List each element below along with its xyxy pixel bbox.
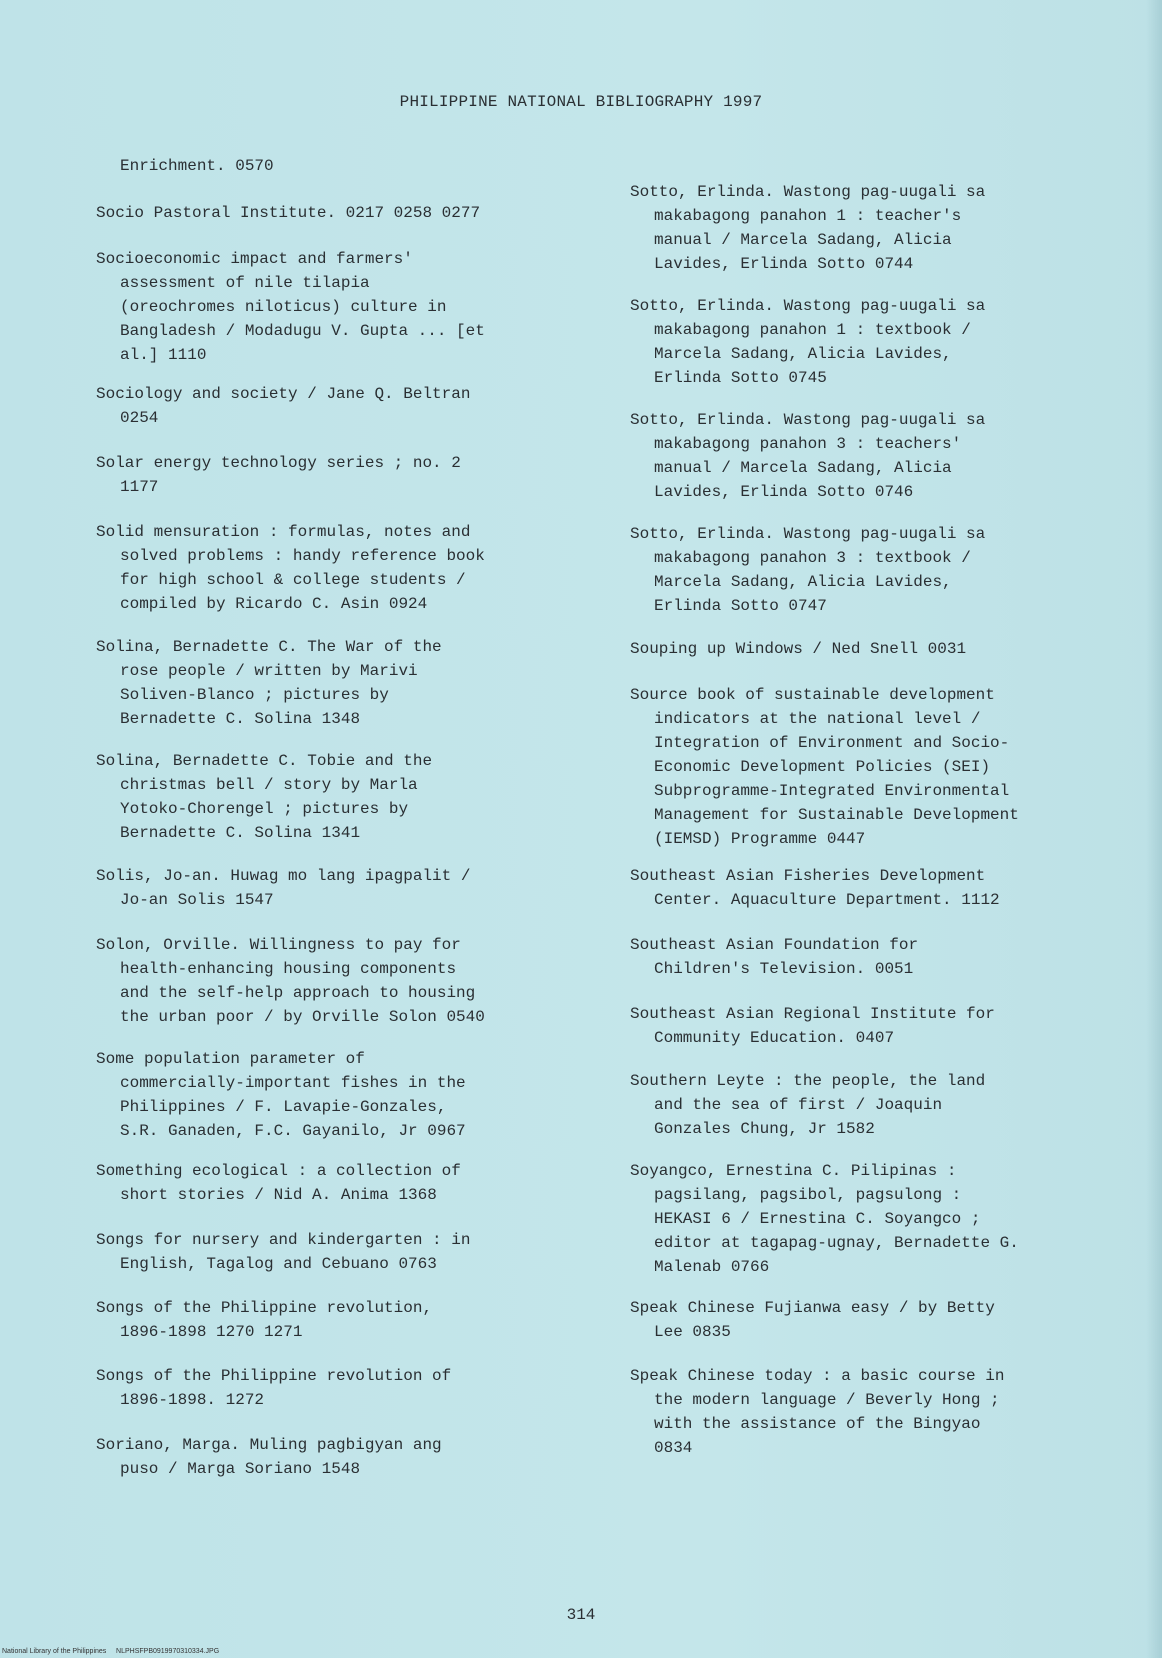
list-item: Southeast Asian Regional Institute for Community Education. 0407 bbox=[630, 1005, 995, 1047]
list-item: Sotto, Erlinda. Wastong pag-uugali sa makabagong panahon 1 : teacher's manual / Marcela Sadang, Alicia Lavides, Erlinda Sotto 0744 bbox=[630, 183, 986, 273]
list-item: Solina, Bernadette C. The War of the rose people / written by Marivi Soliven-Blanco ; pictures by Bernadette C. Solina 1348 bbox=[96, 638, 442, 728]
list-item: Soriano, Marga. Muling pagbigyan ang puso / Marga Soriano 1548 bbox=[96, 1436, 442, 1478]
page-number: 314 bbox=[566, 1606, 596, 1624]
footer-library: National Library of the Philippines bbox=[2, 1648, 107, 1655]
list-item: Solid mensuration : formulas, notes and solved problems : handy reference book for high school & college students / compiled by Ricardo C. Asin 0924 bbox=[96, 523, 485, 613]
page-edge-shadow bbox=[1146, 0, 1162, 1658]
list-item: Solina, Bernadette C. Tobie and the christmas bell / story by Marla Yotoko-Chorengel ; pictures by Bernadette C. Solina 1341 bbox=[96, 752, 433, 842]
list-item: Solar energy technology series ; no. 2 1177 bbox=[96, 454, 461, 496]
list-item: Socio Pastoral Institute. 0217 0258 0277 bbox=[96, 204, 481, 222]
list-item: Solon, Orville. Willingness to pay for health-enhancing housing components and the self-help approach to housing the urban poor / by Orville Solon 0540 bbox=[96, 936, 485, 1026]
list-item: Soyangco, Ernestina C. Pilipinas : pagsilang, pagsibol, pagsulong : HEKASI 6 / Ernestina C. Soyangco ; editor at tagapag-ugnay, Bernadette G. Malenab 0766 bbox=[630, 1162, 1019, 1276]
list-item: Source book of sustainable development indicators at the national level / Integration of Environment and Socio- Economic Development Policies (SEI) Subprogramme-Integrated Environmental Management for Sustainable Development (IEMSD) Programme 0447 bbox=[630, 686, 1019, 848]
list-item: Enrichment. 0570 bbox=[120, 157, 274, 175]
list-item: Speak Chinese today : a basic course in the modern language / Beverly Hong ; with the assistance of the Bingyao 0834 bbox=[630, 1367, 1005, 1457]
list-item: Sociology and society / Jane Q. Beltran 0254 bbox=[96, 385, 471, 427]
list-item: Speak Chinese Fujianwa easy / by Betty Lee 0835 bbox=[630, 1299, 995, 1341]
list-item: Socioeconomic impact and farmers' assessment of nile tilapia (oreochromes niloticus) culture in Bangladesh / Modadugu V. Gupta ... [et al.] 1110 bbox=[96, 250, 485, 364]
list-item: Some population parameter of commercially-important fishes in the Philippines / F. Lavapie-Gonzales, S.R. Ganaden, F.C. Gayanilo, Jr 0967 bbox=[96, 1050, 466, 1140]
list-item: Songs of the Philippine revolution, 1896-1898 1270 1271 bbox=[96, 1299, 433, 1341]
list-item: Southeast Asian Foundation for Children's Television. 0051 bbox=[630, 936, 919, 978]
list-item: Sotto, Erlinda. Wastong pag-uugali sa makabagong panahon 3 : textbook / Marcela Sadang, Alicia Lavides, Erlinda Sotto 0747 bbox=[630, 525, 986, 615]
list-item: Southern Leyte : the people, the land and the sea of first / Joaquin Gonzales Chung, Jr 1582 bbox=[630, 1072, 986, 1138]
list-item: Sotto, Erlinda. Wastong pag-uugali sa makabagong panahon 1 : textbook / Marcela Sadang, Alicia Lavides, Erlinda Sotto 0745 bbox=[630, 297, 986, 387]
list-item: Songs of the Philippine revolution of 1896-1898. 1272 bbox=[96, 1367, 452, 1409]
list-item: Sotto, Erlinda. Wastong pag-uugali sa makabagong panahon 3 : teachers' manual / Marcela Sadang, Alicia Lavides, Erlinda Sotto 0746 bbox=[630, 411, 986, 501]
list-item: Something ecological : a collection of short stories / Nid A. Anima 1368 bbox=[96, 1162, 461, 1204]
list-item: Southeast Asian Fisheries Development Center. Aquaculture Department. 1112 bbox=[630, 867, 1000, 909]
list-item: Souping up Windows / Ned Snell 0031 bbox=[630, 640, 967, 658]
footer-file: NLPHSFPB0919970310334.JPG bbox=[116, 1648, 220, 1655]
page-title: PHILIPPINE NATIONAL BIBLIOGRAPHY 1997 bbox=[399, 93, 763, 111]
list-item: Solis, Jo-an. Huwag mo lang ipagpalit / Jo-an Solis 1547 bbox=[96, 867, 471, 909]
scan-footer bbox=[2, 1648, 219, 1655]
list-item: Songs for nursery and kindergarten : in English, Tagalog and Cebuano 0763 bbox=[96, 1231, 471, 1273]
